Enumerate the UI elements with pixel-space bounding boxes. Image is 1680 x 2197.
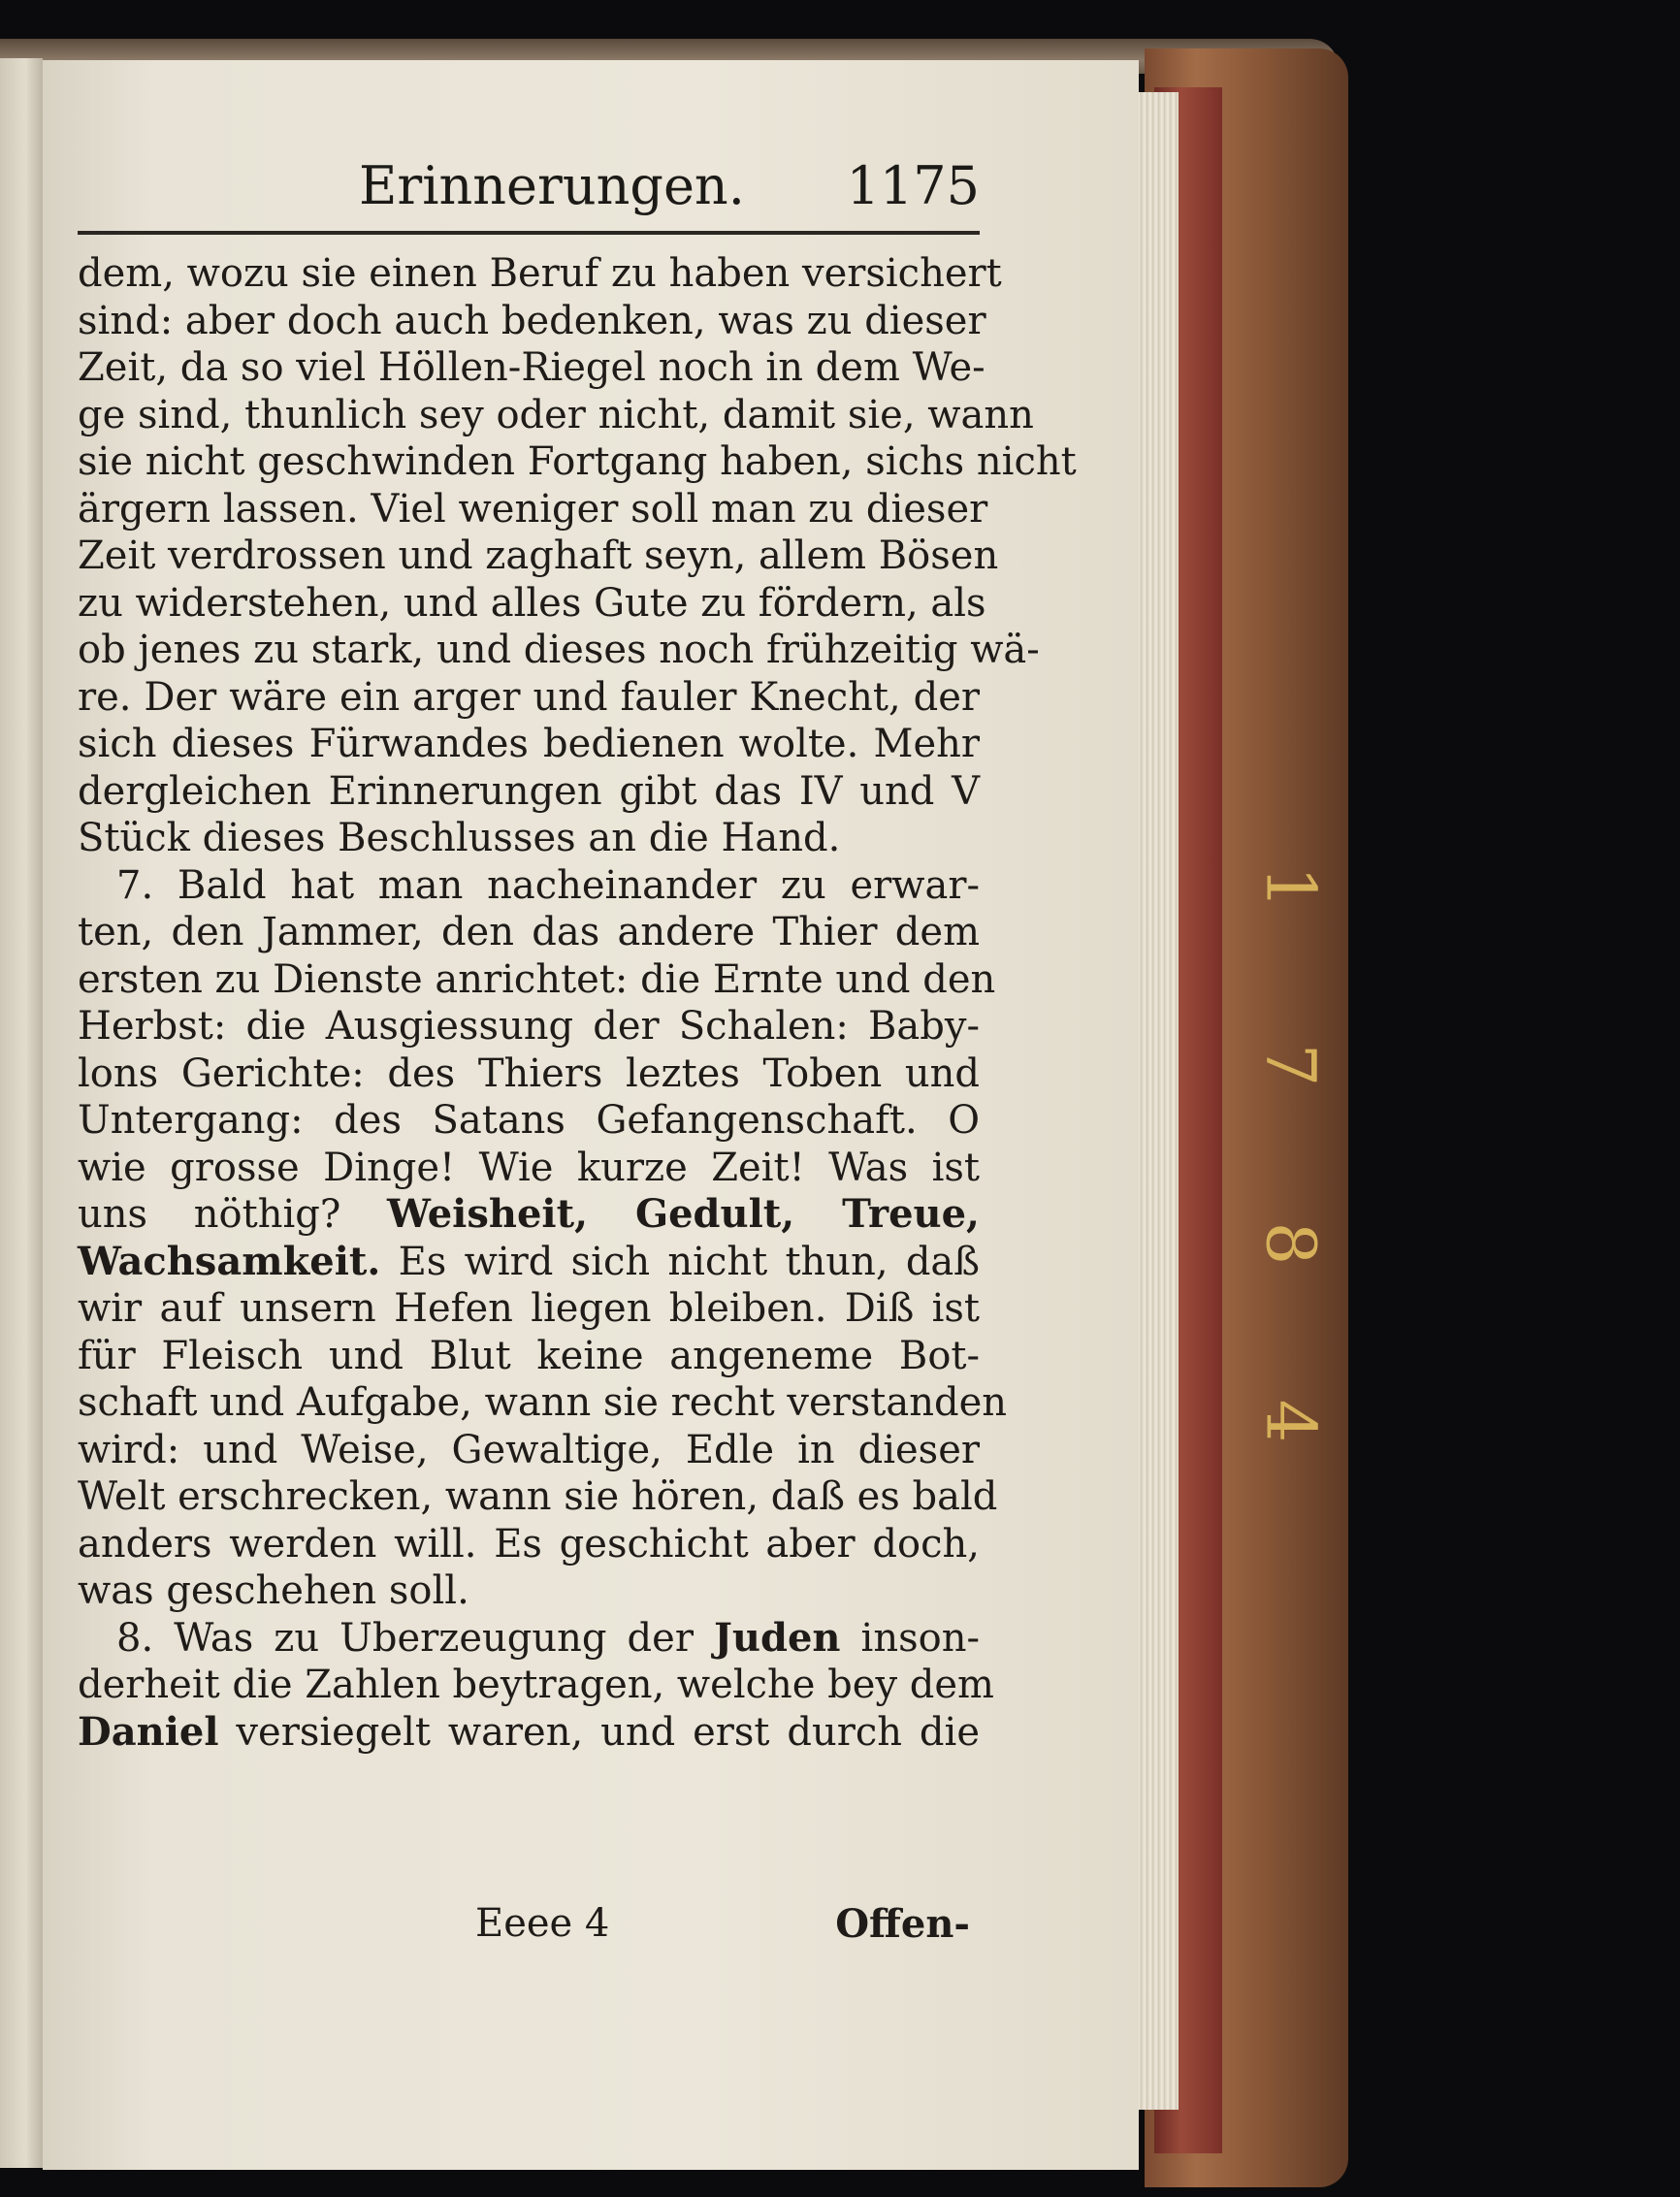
- text-line: Welt erschrecken, wann sie hören, daß es bald: [78, 1474, 998, 1519]
- text-line: ten, den Jammer, den das andere Thier dem: [78, 910, 980, 954]
- text-line: Untergang: des Satans Gefangenschaft. O: [78, 1098, 980, 1143]
- spine-date: [1249, 854, 1330, 1455]
- spine-char: 8: [1249, 1221, 1330, 1265]
- text-line: Zeit verdrossen und zaghaft seyn, allem Bösen: [78, 533, 999, 578]
- text-line: [78, 1615, 980, 1663]
- text-line: sind: aber doch auch bedenken, was zu dieser: [78, 298, 986, 343]
- text-line: Stück dieses Beschlusses an die Hand.: [78, 816, 841, 860]
- text-line: [78, 1709, 980, 1757]
- text-line: sich dieses Fürwandes bedienen wolte. Mehr: [78, 722, 980, 766]
- text-line: ärgern lassen. Viel weniger soll man zu dieser: [78, 486, 988, 532]
- signature-mark: Eeee 4: [475, 1901, 610, 1946]
- text-run: versiegelt waren, und erst durch die: [236, 1709, 980, 1755]
- text-line: Herbst: die Ausgiessung der Schalen: Baby-: [78, 1004, 980, 1049]
- text-line: anders werden will. Es geschicht aber doch,: [78, 1521, 980, 1567]
- body-text: [78, 250, 1077, 1756]
- text-line: dergleichen Erinnerungen gibt das IV und V: [78, 768, 980, 814]
- page-header: [78, 155, 980, 233]
- text-line: wie grosse Dinge! Wie kurze Zeit! Was ist: [78, 1145, 980, 1190]
- spine-char: 1: [1249, 865, 1330, 910]
- page-number: 1175: [846, 155, 980, 216]
- header-rule: [78, 231, 980, 235]
- page-footer: [78, 1901, 980, 1959]
- text-line: was geschehen soll.: [78, 1568, 469, 1613]
- text-line: wir auf unsern Hefen liegen bleiben. Diß ist: [78, 1286, 980, 1331]
- text-line: sie nicht geschwinden Fortgang haben, sichs nicht: [78, 439, 1077, 484]
- text-line: Zeit, da so viel Höllen-Riegel noch in dem We-: [78, 345, 985, 390]
- text-line: lons Gerichte: des Thiers leztes Toben und: [78, 1050, 980, 1096]
- spine-char: 4: [1249, 1399, 1330, 1443]
- text-run: uns nöthig?: [78, 1192, 341, 1237]
- left-page-edge: [0, 58, 43, 2168]
- text-line: ersten zu Dienste anrichtet: die Ernte und den: [78, 956, 996, 1002]
- text-line: dem, wozu sie einen Beruf zu haben versichert: [78, 251, 1002, 296]
- text-line: [78, 1191, 980, 1239]
- running-head: Erinnerungen.: [359, 155, 745, 216]
- text-run: Es wird sich nicht thun, daß: [398, 1239, 980, 1284]
- text-line: re. Der wäre ein arger und fauler Knecht, der: [78, 674, 980, 720]
- text-line: zu widerstehen, und alles Gute zu fördern, als: [78, 580, 986, 626]
- emphasis-run: Wachsamkeit.: [78, 1238, 381, 1284]
- emphasis-run: Juden: [713, 1614, 841, 1661]
- catchword: Offen-: [835, 1901, 970, 1947]
- emphasis-run: Weisheit, Gedult, Treue,: [387, 1191, 980, 1237]
- text-line: schaft und Aufgabe, wann sie recht verstanden: [78, 1380, 1008, 1425]
- text-line: wird: und Weise, Gewaltige, Edle in dieser: [78, 1427, 980, 1472]
- spine-char: 7: [1249, 1044, 1330, 1087]
- text-line: 7. Bald hat man nacheinander zu erwar-: [116, 862, 980, 908]
- emphasis-run: Daniel: [78, 1708, 219, 1755]
- text-run: 8. Was zu Uberzeugung der: [116, 1615, 694, 1661]
- text-line: ge sind, thunlich sey oder nicht, damit sie, wann: [78, 392, 1034, 437]
- text-line: derheit die Zahlen beytragen, welche bey dem: [78, 1663, 994, 1707]
- text-run: inson-: [860, 1615, 980, 1661]
- text-line: ob jenes zu stark, und dieses noch frühzeitig wä-: [78, 628, 1040, 672]
- text-line: [78, 1239, 980, 1286]
- text-line: für Fleisch und Blut keine angeneme Bot-: [78, 1333, 980, 1378]
